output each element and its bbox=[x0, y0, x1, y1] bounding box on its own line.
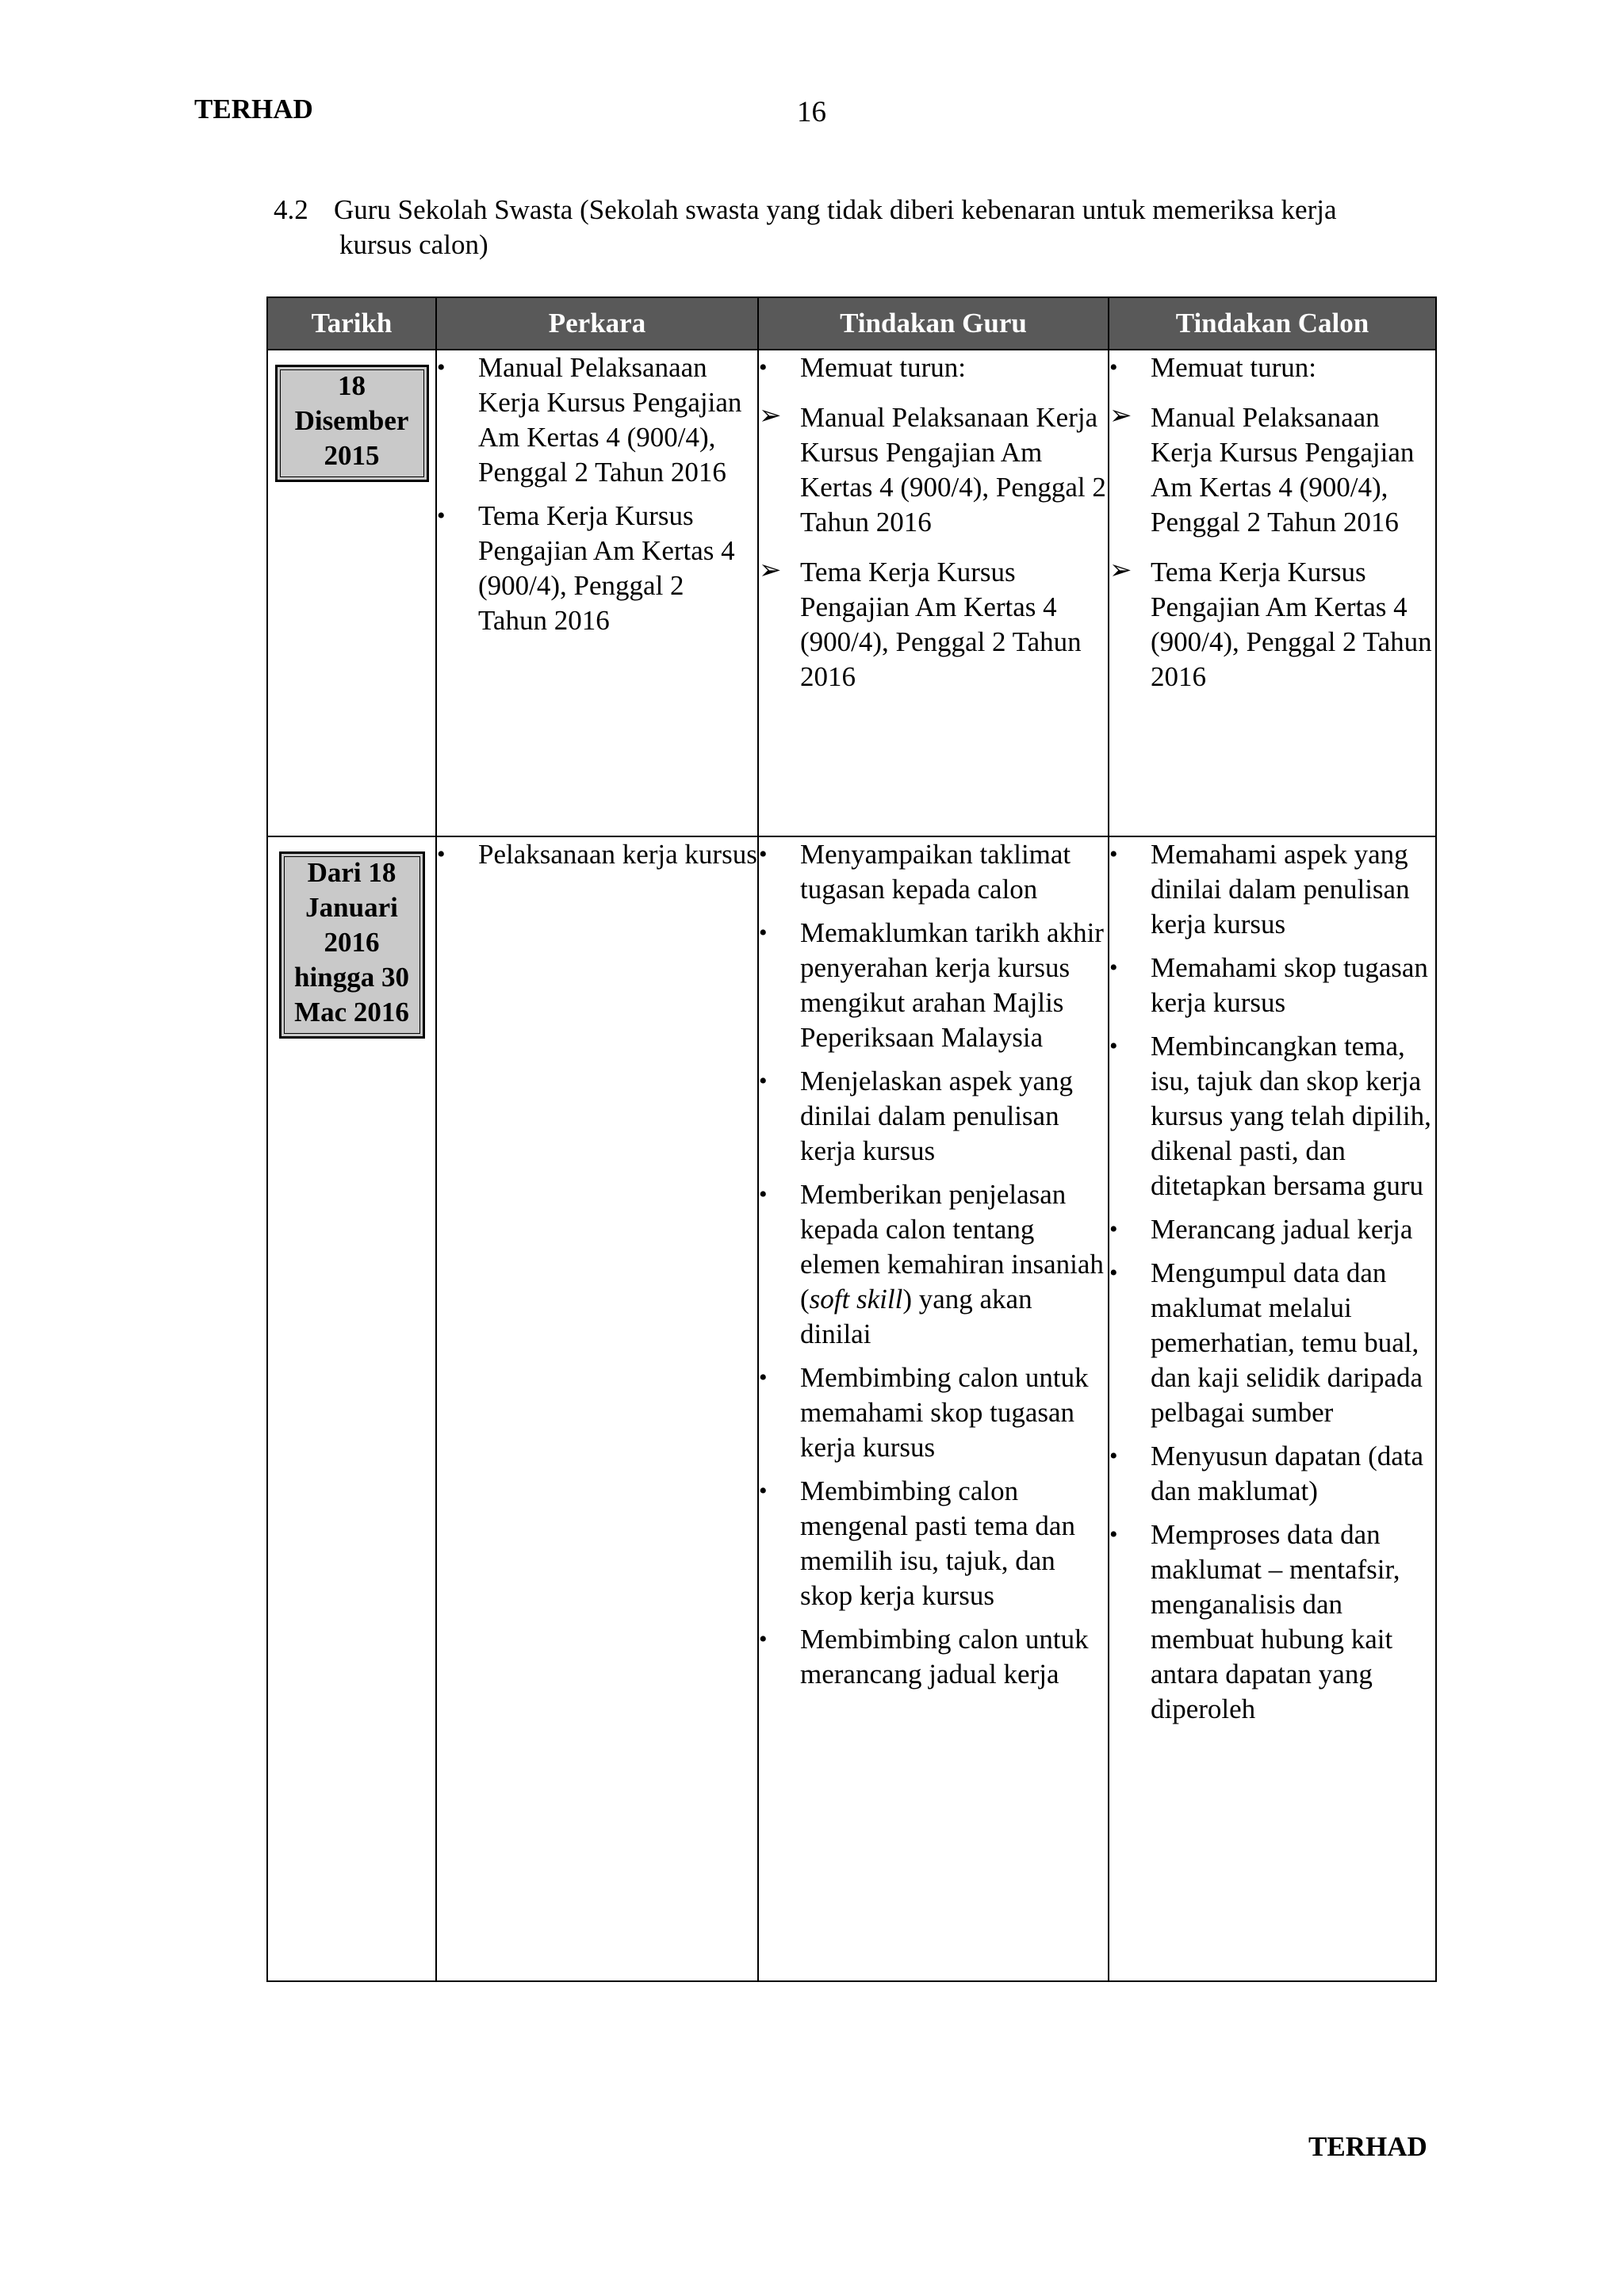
list-item bbox=[1109, 400, 1435, 540]
list-item-text: Memahami aspek yang dinilai dalam penulisan kerja kursus bbox=[1151, 839, 1410, 939]
list-item-text: Tema Kerja Kursus Pengajian Am Kertas 4 (900/4), Penggal 2 Tahun 2016 bbox=[478, 500, 735, 636]
date-line: 2015 bbox=[324, 440, 380, 471]
table-header-row bbox=[267, 297, 1436, 350]
list-item-text: Menjelaskan aspek yang dinilai dalam penulisan kerja kursus bbox=[800, 1066, 1074, 1166]
soft-skill-emphasis: soft skill bbox=[809, 1284, 903, 1314]
list-item bbox=[437, 350, 757, 490]
bullet-icon: • bbox=[759, 1364, 768, 1391]
list-item bbox=[759, 1474, 1108, 1613]
list-item bbox=[759, 400, 1108, 540]
list-item-text: Merancang jadual kerja bbox=[1151, 1214, 1413, 1245]
list-item-text: Menyusun dapatan (data dan maklumat) bbox=[1151, 1441, 1424, 1506]
bullet-icon: • bbox=[1109, 1443, 1118, 1469]
list-item bbox=[1109, 1212, 1435, 1247]
tindakan-guru-cell bbox=[758, 350, 1109, 836]
list-item-text: Memahami skop tugasan kerja kursus bbox=[1151, 952, 1428, 1018]
table-row bbox=[267, 836, 1436, 1981]
list-item-text: Manual Pelaksanaan Kerja Kursus Pengajian Am Kertas 4 (900/4), Penggal 2 Tahun 2016 bbox=[1151, 402, 1415, 538]
list-item-text bbox=[800, 1179, 1104, 1349]
list-item-text: Tema Kerja Kursus Pengajian Am Kertas 4 (900/4), Penggal 2 Tahun 2016 bbox=[1151, 557, 1432, 692]
list-item-text: Manual Pelaksanaan Kerja Kursus Pengajian Am Kertas 4 (900/4), Penggal 2 Tahun 2016 bbox=[800, 402, 1106, 538]
perkara-cell bbox=[436, 836, 758, 1981]
list-item bbox=[1109, 555, 1435, 695]
perkara-cell bbox=[436, 350, 758, 836]
bullet-icon: • bbox=[759, 920, 768, 946]
date-box bbox=[279, 851, 425, 1039]
list-item bbox=[1109, 951, 1435, 1020]
list-item bbox=[759, 1622, 1108, 1692]
page-number: 16 bbox=[797, 96, 826, 128]
bullet-icon: • bbox=[1109, 955, 1118, 981]
date-line: Januari bbox=[305, 892, 398, 923]
header-tindakan-calon: Tindakan Calon bbox=[1109, 297, 1436, 350]
list-item bbox=[759, 1177, 1108, 1352]
arrow-bullet-icon: ➢ bbox=[1109, 401, 1132, 430]
date-cell bbox=[267, 350, 436, 836]
list-item bbox=[1109, 837, 1435, 942]
list-item bbox=[759, 837, 1108, 907]
bullet-icon: • bbox=[759, 1181, 768, 1207]
header-tindakan-guru: Tindakan Guru bbox=[758, 297, 1109, 350]
list-item bbox=[1109, 1256, 1435, 1430]
bullet-icon: • bbox=[759, 1068, 768, 1094]
bullet-icon: • bbox=[1109, 1033, 1118, 1059]
date-line: 18 bbox=[338, 370, 366, 401]
soft-skill-text-pre: Memberikan penjelasan kepada calon tentang elemen kemahiran insaniah ( bbox=[800, 1179, 1104, 1314]
list-item bbox=[759, 350, 1108, 385]
date-line: 2016 bbox=[324, 927, 380, 958]
list-item bbox=[759, 1064, 1108, 1169]
date-cell bbox=[267, 836, 436, 1981]
list-item bbox=[1109, 1029, 1435, 1203]
section-number: 4.2 bbox=[274, 194, 308, 225]
date-line: Dari 18 bbox=[307, 857, 396, 888]
list-item bbox=[1109, 350, 1435, 385]
bullet-icon: • bbox=[759, 841, 768, 867]
bullet-icon: • bbox=[1109, 1216, 1118, 1242]
list-item-text: Memuat turun: bbox=[800, 352, 966, 383]
header-tarikh: Tarikh bbox=[267, 297, 436, 350]
section-title-line1: Guru Sekolah Swasta (Sekolah swasta yang tidak diberi kebenaran untuk memeriksa kerja bbox=[334, 194, 1337, 225]
arrow-bullet-icon: ➢ bbox=[759, 556, 782, 585]
bullet-icon: • bbox=[437, 354, 446, 381]
list-item-text: Tema Kerja Kursus Pengajian Am Kertas 4 (900/4), Penggal 2 Tahun 2016 bbox=[800, 557, 1082, 692]
list-item bbox=[759, 916, 1108, 1055]
list-item-text: Membimbing calon untuk merancang jadual kerja bbox=[800, 1624, 1089, 1689]
list-item bbox=[1109, 1517, 1435, 1727]
list-item-text: Memaklumkan tarikh akhir penyerahan kerja kursus mengikut arahan Majlis Peperiksaan Malaysia bbox=[800, 917, 1104, 1053]
bullet-icon: • bbox=[759, 354, 768, 381]
list-item-text: Menyampaikan taklimat tugasan kepada calon bbox=[800, 839, 1071, 905]
date-line: Disember bbox=[294, 405, 409, 436]
bullet-icon: • bbox=[1109, 841, 1118, 867]
footer-classification: TERHAD bbox=[1308, 2131, 1427, 2162]
tindakan-calon-cell bbox=[1109, 836, 1436, 1981]
list-item-text: Mengumpul data dan maklumat melalui pemerhatian, temu bual, dan kaji selidik daripada pelbagai sumber bbox=[1151, 1257, 1423, 1428]
list-item-text: Membincangkan tema, isu, tajuk dan skop kerja kursus yang telah dipilih, dikenal pasti, dan ditetapkan bersama guru bbox=[1151, 1031, 1431, 1201]
list-item bbox=[759, 555, 1108, 695]
date-box bbox=[275, 365, 429, 482]
bullet-icon: • bbox=[1109, 1521, 1118, 1548]
list-item-text: Pelaksanaan kerja kursus bbox=[478, 839, 757, 870]
list-item bbox=[1109, 1439, 1435, 1509]
list-item-text: Memproses data dan maklumat – mentafsir, menganalisis dan membuat hubung kait antara dapatan yang diperoleh bbox=[1151, 1519, 1400, 1724]
schedule-table bbox=[266, 297, 1437, 1982]
list-item-text: Manual Pelaksanaan Kerja Kursus Pengajian Am Kertas 4 (900/4), Penggal 2 Tahun 2016 bbox=[478, 352, 742, 488]
date-line: hingga 30 bbox=[294, 962, 409, 993]
section-title bbox=[274, 193, 1433, 262]
bullet-icon: • bbox=[759, 1626, 768, 1652]
header-perkara: Perkara bbox=[436, 297, 758, 350]
arrow-bullet-icon: ➢ bbox=[759, 401, 782, 430]
list-item-text: Membimbing calon untuk memahami skop tugasan kerja kursus bbox=[800, 1362, 1089, 1463]
list-item-text: Membimbing calon mengenal pasti tema dan memilih isu, tajuk, dan skop kerja kursus bbox=[800, 1475, 1075, 1611]
list-item bbox=[759, 1360, 1108, 1465]
arrow-bullet-icon: ➢ bbox=[1109, 556, 1132, 585]
table-row bbox=[267, 350, 1436, 836]
list-item-text: Memuat turun: bbox=[1151, 352, 1316, 383]
bullet-icon: • bbox=[437, 841, 446, 867]
bullet-icon: • bbox=[759, 1478, 768, 1504]
section-title-line2: kursus calon) bbox=[339, 229, 488, 260]
header-classification: TERHAD bbox=[194, 94, 313, 124]
bullet-icon: • bbox=[1109, 1260, 1118, 1286]
date-line: Mac 2016 bbox=[294, 997, 409, 1027]
bullet-icon: • bbox=[437, 503, 446, 529]
list-item bbox=[437, 837, 757, 872]
soft-skill-text-post: ) yang akan dinilai bbox=[800, 1284, 1032, 1349]
bullet-icon: • bbox=[1109, 354, 1118, 381]
tindakan-guru-cell bbox=[758, 836, 1109, 1981]
list-item bbox=[437, 499, 757, 638]
tindakan-calon-cell bbox=[1109, 350, 1436, 836]
